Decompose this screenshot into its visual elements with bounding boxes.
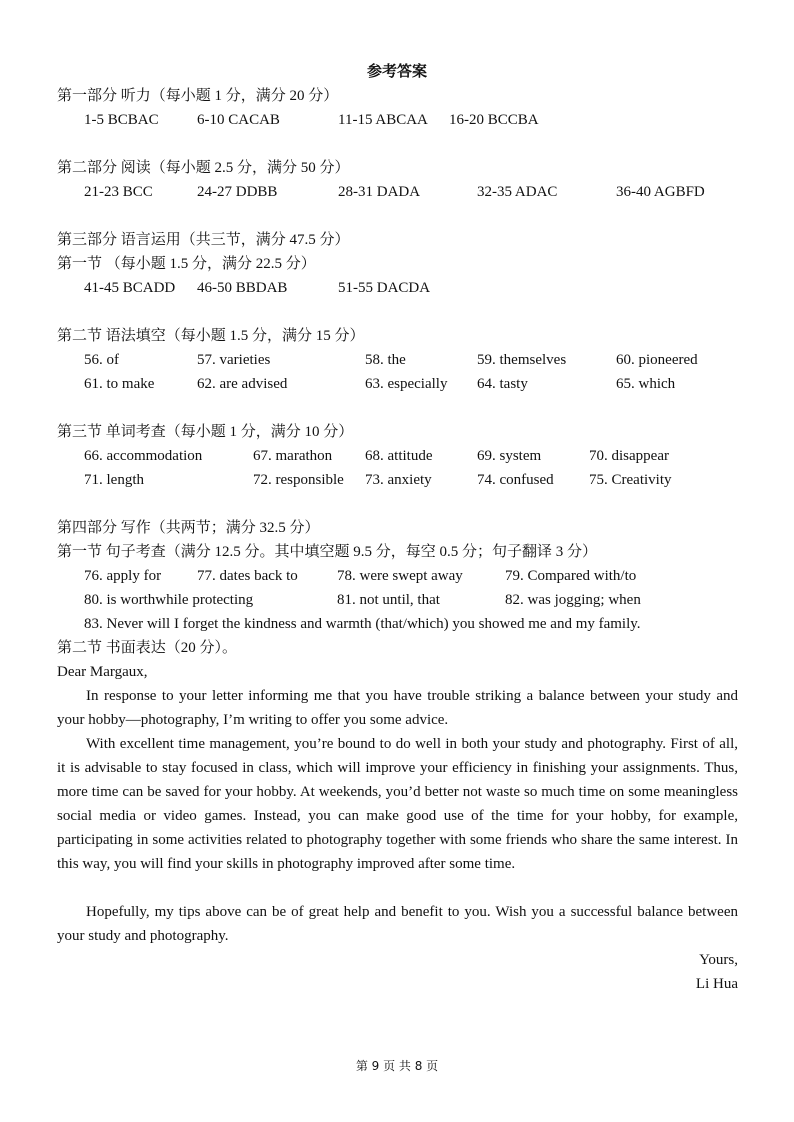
answer-83: 83. Never will I forget the kindness and warmth (that/which) you showed me and my family.	[84, 616, 641, 632]
answer-item: 58. the	[365, 352, 406, 368]
answer-group: 24-27 DDBB	[197, 184, 278, 200]
letter-closing: Yours,	[699, 952, 738, 968]
letter-paragraph: In response to your letter informing me that you have trouble striking a balance between your study and your hobby—photography, I’m writing to offer you some advice.	[57, 688, 738, 728]
part3-heading: 第三部分 语言运用（共三节，满分 47.5 分）	[57, 232, 350, 248]
part2-heading: 第二部分 阅读（每小题 2.5 分，满分 50 分）	[57, 160, 350, 176]
part3-section3-heading: 第三节 单词考查（每小题 1 分，满分 10 分）	[57, 424, 354, 440]
answer-item: 69. system	[477, 448, 542, 464]
answer-item: 66. accommodation	[84, 448, 203, 464]
answer-item: 80. is worthwhile protecting	[84, 592, 254, 608]
answer-item: 78. were swept away	[337, 568, 463, 584]
letter-paragraph: Hopefully, my tips above can be of great help and benefit to you. Wish you a successful balance between your study and photography.	[57, 904, 738, 944]
part4-heading: 第四部分 写作（共两节；满分 32.5 分）	[57, 520, 320, 536]
answer-group: 28-31 DADA	[338, 184, 421, 200]
answer-group: 51-55 DACDA	[338, 280, 431, 296]
answer-group: 1-5 BCBAC	[84, 112, 159, 128]
part3-section2-heading: 第二节 语法填空（每小题 1.5 分，满分 15 分）	[57, 328, 365, 344]
answer-item: 59. themselves	[477, 352, 567, 368]
letter-salutation: Dear Margaux,	[57, 664, 148, 680]
part2-answers	[0, 180, 794, 204]
answer-group: 36-40 AGBFD	[616, 184, 705, 200]
answer-item: 81. not until, that	[337, 592, 440, 608]
answer-item: 68. attitude	[365, 448, 433, 464]
answer-item: 75. Creativity	[589, 472, 672, 488]
answer-item: 64. tasty	[477, 376, 528, 392]
answer-item: 72. responsible	[253, 472, 344, 488]
grammar-answers-row	[0, 348, 794, 372]
answer-group: 41-45 BCADD	[84, 280, 176, 296]
vocab-answers-row	[0, 468, 794, 492]
part4-section2-heading: 第二节 书面表达（20 分）。	[57, 640, 238, 656]
answer-item: 56. of	[84, 352, 119, 368]
answer-item: 73. anxiety	[365, 472, 432, 488]
answer-item: 57. varieties	[197, 352, 271, 368]
page-title: 参考答案	[366, 64, 427, 80]
answer-item: 62. are advised	[197, 376, 288, 392]
part4-section1-heading: 第一节 句子考查（满分 12.5 分。其中填空题 9.5 分，每空 0.5 分；句子翻译 3 分）	[57, 544, 598, 560]
answer-item: 71. length	[84, 472, 144, 488]
answer-item: 60. pioneered	[616, 352, 698, 368]
answer-group: 6-10 CACAB	[197, 112, 280, 128]
sentence-answers-row	[0, 588, 794, 612]
part1-heading: 第一部分 听力（每小题 1 分，满分 20 分）	[57, 88, 339, 104]
grammar-answers-row	[0, 372, 794, 396]
part3-section1-heading: 第一节 （每小题 1.5 分，满分 22.5 分）	[57, 256, 316, 272]
answer-group: 46-50 BBDAB	[197, 280, 288, 296]
answer-item: 76. apply for	[84, 568, 162, 584]
answer-item: 65. which	[616, 376, 676, 392]
answer-group: 11-15 ABCAA	[338, 112, 428, 128]
answer-item: 74. confused	[477, 472, 554, 488]
part1-answers	[0, 108, 794, 132]
answer-item: 77. dates back to	[197, 568, 298, 584]
answer-item: 63. especially	[365, 376, 448, 392]
answer-item: 70. disappear	[589, 448, 669, 464]
page-number: 第 9 页 共 8 页	[355, 1059, 439, 1073]
answer-group: 16-20 BCCBA	[449, 112, 539, 128]
answer-item: 61. to make	[84, 376, 155, 392]
part3-section1-answers	[0, 276, 794, 300]
answer-group: 21-23 BCC	[84, 184, 153, 200]
answer-item: 82. was jogging; when	[505, 592, 641, 608]
answer-group: 32-35 ADAC	[477, 184, 558, 200]
letter-signature: Li Hua	[695, 976, 738, 992]
letter-paragraph: With excellent time management, you’re bound to do well in both your study and photography. First of all, it is advisable to stay focused in class, which will improve your efficiency in finishing your assignments. Thus, more time can be saved for your hobby. At weekends, you’d better not waste so much time on some meaningless social media or video games. Instead, you can make good use of the time for your hobby, for example, participating in some activities related to photography together with some friends who share the same interest. In this way, you will find your skills in photography improved after some time.	[57, 736, 738, 872]
answer-item: 67. marathon	[253, 448, 333, 464]
sentence-answers-row	[0, 564, 794, 588]
answer-item: 79. Compared with/to	[505, 568, 637, 584]
vocab-answers-row	[0, 444, 794, 468]
